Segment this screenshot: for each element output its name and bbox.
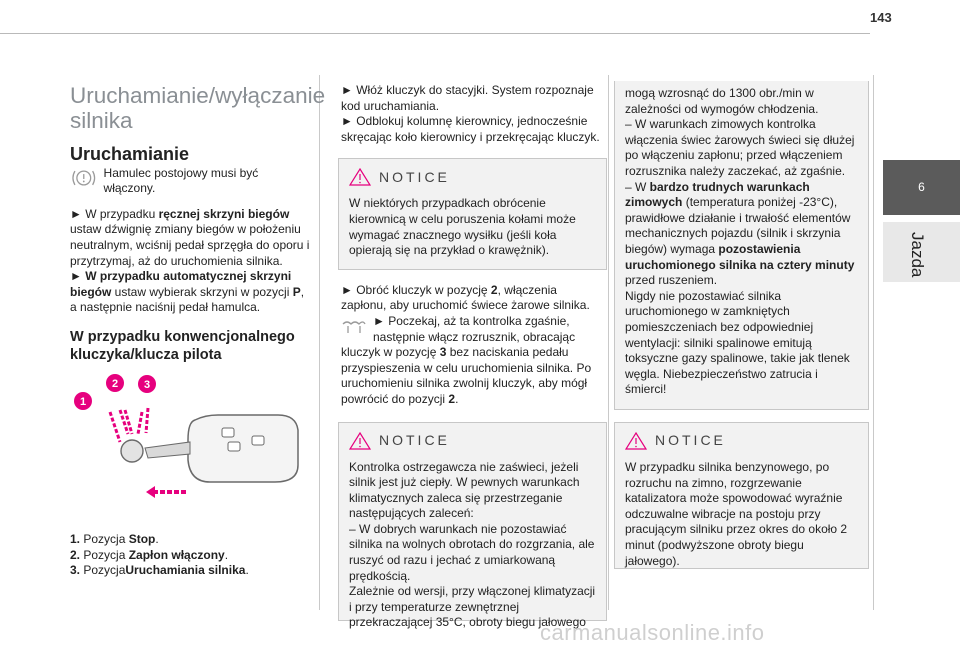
key-button-lock-icon — [222, 428, 234, 437]
notice-text: W przypadku silnika benzynowego, po rozruchu na zimno, rozgrzewanie katalizatora może spowodować wyraźnie odczuwalne wibracje na postoju przy pracującym silniku przez okres do około 2 minut (podwyższone obroty biegu jałowego). — [625, 460, 848, 568]
manual-gearbox-paragraph: ► W przypadku ręcznej skrzyni biegów ustaw dźwignię zmiany biegów w położeniu neutralnym, wciśnij pedał sprzęgła do oporu i przytrzymaj, aż do uruchomienia silnika. — [70, 206, 310, 268]
notice-header — [349, 432, 597, 450]
subheading-starting: Uruchamianie — [70, 144, 190, 164]
section-title-line-1: Uruchamianie/wyłączanie — [70, 83, 326, 108]
key-button-trunk-icon — [252, 436, 264, 445]
glow-plug-icon — [341, 318, 367, 334]
section-title — [70, 83, 326, 133]
notice-text: – W bardzo trudnych warunkach zimowych (temperatura poniżej -23°C), prawidłowe działanie i trwałość elementów mechanicznych pojazdu (silnik i skrzynia biegów) wymaga pozostawienia uruchomionego silnika na cztery minuty przed ruszeniem. — [625, 179, 855, 288]
auto-gearbox-paragraph: ► W przypadku automatycznej skrzyni biegów ustaw wybierak skrzyni w pozycji P, a następnie naciśnij pedał hamulca. — [70, 269, 305, 315]
key-ignition-figure — [70, 370, 310, 520]
section-title-line-2: silnika — [70, 108, 133, 133]
column-divider-3 — [873, 75, 874, 610]
brake-note-row — [70, 167, 310, 197]
notice-title: NOTICE — [655, 432, 726, 449]
list-item: 1. Pozycja Stop. — [70, 531, 159, 546]
arrow-position-3 — [138, 412, 142, 434]
notice-box-2-continued — [614, 81, 869, 410]
key-blade — [145, 442, 190, 458]
page-number: 143 — [870, 10, 892, 25]
top-divider — [0, 33, 870, 34]
column-divider-1 — [319, 75, 320, 610]
column-3 — [618, 81, 866, 569]
chapter-tab-label — [883, 222, 960, 282]
turn-key-paragraph: ► Obróć kluczyk w pozycję 2, włączenia zapłonu, aby uruchomić świece żarowe silnika. — [341, 282, 590, 313]
position-list — [70, 532, 310, 579]
column-divider-2 — [608, 75, 609, 610]
notice-box-2 — [338, 422, 607, 630]
parking-brake-icon — [70, 167, 98, 189]
column-2 — [341, 83, 601, 630]
badge-2-label: 2 — [111, 377, 119, 390]
notice-header — [349, 168, 597, 186]
key-button-unlock-icon — [228, 442, 240, 451]
notice-text: W niektórych przypadkach obrócenie kierownicą w celu poruszenia kołami może wymagać znacznego wysiłku (jeśli koła opierają się na przykład o krawężnik). — [349, 196, 576, 258]
notice-title: NOTICE — [379, 168, 450, 185]
watermark: carmanualsonline.info — [540, 620, 765, 645]
notice-text: Nigdy nie pozostawiać silnika uruchomionego w zamkniętych pomieszczeniach bez odpowiedniej wentylacji: silniki spalinowe emitują toksyczne gazy spalinowe, takie jak tlenek węgla. Niebezpieczeństwo zatrucia i śmierci! — [625, 288, 850, 397]
arrow-position-1b — [110, 412, 120, 442]
chapter-tab-label-text: Jazda — [908, 232, 927, 278]
warning-icon — [349, 168, 371, 186]
insert-key-paragraph: ► Włóż kluczyk do stacyjki. System rozpoznaje kod uruchamiania. — [341, 83, 594, 113]
notice-text: mogą wzrosnąć do 1300 obr./min w zależności od wymogów chłodzenia. — [625, 86, 819, 116]
warning-icon — [625, 432, 647, 450]
list-item: 3. PozycjaUruchamiania silnika. — [70, 563, 249, 578]
notice-box-1 — [338, 158, 607, 269]
notice-text: Kontrolka ostrzegawcza nie zaświeci, jeżeli silnik jest już ciepły. W pewnych warunkach klimatycznych zaleca się przestrzeganie następujących zaleceń: — [349, 459, 580, 521]
notice-text: – W dobrych warunkach nie pozostawiać silnika na wolnych obrotach do rozgrzania, ale ruszyć od razu i jechać z umiarkowaną prędkością. — [349, 521, 595, 583]
notice-header — [625, 432, 859, 450]
insert-arrow-head — [146, 486, 155, 498]
badge-3-label: 3 — [143, 378, 151, 391]
key-fob — [188, 415, 298, 482]
notice-title: NOTICE — [379, 431, 450, 448]
ignition-lock — [121, 440, 143, 462]
start-engine-paragraph: ► Poczekaj, aż ta kontrolka zgaśnie, następnie włącz rozrusznik, obracając kluczyk w pozycję 3 bez naciskania pedału przyspieszenia w celu uruchomienia silnika. Po uruchomieniu silnika zwolnij kluczyk, aby mógł powrócić do pozycji 2. — [341, 313, 592, 406]
notice-box-3 — [614, 422, 869, 569]
list-item: 2. Pozycja Zapłon włączony. — [70, 547, 229, 562]
chapter-tab-number: 6 — [883, 160, 960, 215]
notice-text: Zależnie od wersji, przy włączonej klimatyzacji i przy temperaturze zewnętrznej przekraczającej 35°C, obroty biegu jałowego — [349, 584, 596, 630]
badge-1-label: 1 — [79, 395, 87, 408]
arrow-position-3b — [146, 408, 148, 433]
key-heading: W przypadku konwencjonalnego kluczyka/klucza pilota — [70, 328, 295, 363]
unlock-column-paragraph: ► Odblokuj kolumnę kierownicy, jednocześnie skręcając koło kierownicy i przekręcając kluczyk. — [341, 114, 600, 144]
brake-note: Hamulec postojowy musi być włączony. — [103, 165, 259, 196]
column-1 — [70, 83, 326, 579]
warning-icon — [349, 432, 371, 450]
notice-text: – W warunkach zimowych kontrolka włączenia świec żarowych świeci się dłużej po włączeniu zapłonu; przed włączeniem rozrusznika należy zaczekać, aż zgaśnie. — [625, 117, 855, 178]
